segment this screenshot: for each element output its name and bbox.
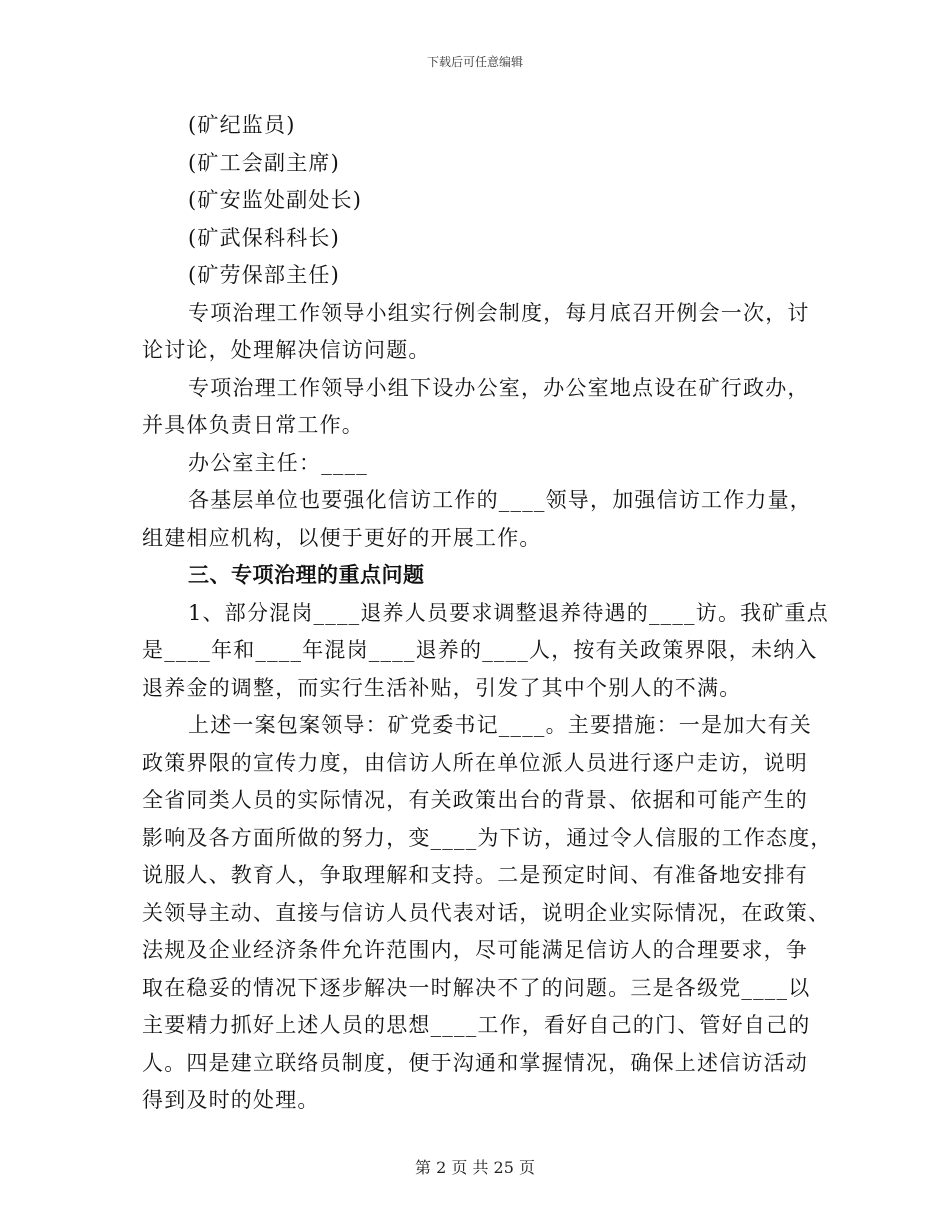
paragraph-line: 组建相应机构，以便于更好的开展工作。	[142, 525, 542, 550]
paragraph-line: 人。四是建立联络员制度，便于沟通和掌握情况，确保上述信访活动	[142, 1050, 808, 1075]
paragraph-line: (矿安监处副处长)	[188, 188, 363, 212]
paragraph-line: 各基层单位也要强化信访工作的____领导，加强信访工作力量，	[188, 488, 812, 512]
paragraph-line: 并具体负责日常工作。	[142, 413, 364, 437]
paragraph-line: (矿纪监员)	[188, 113, 296, 137]
paragraph-line: 办公室主任：____	[188, 450, 368, 475]
page-header: 下载后可任意编辑	[426, 55, 523, 69]
document-body	[142, 107, 833, 1120]
paragraph-line: 关领导主动、直接与信访人员代表对话，说明企业实际情况，在政策、	[142, 900, 831, 925]
paragraph-line: 是____年和____年混岗____退养的____人，按有关政策界限，未纳入	[142, 638, 818, 662]
paragraph-line: 1、部分混岗____退养人员要求调整退养待遇的____访。我矿重点	[188, 600, 829, 625]
paragraph-line: 全省同类人员的实际情况，有关政策出台的背景、依据和可能产生的	[142, 788, 808, 812]
paragraph-line: (矿工会副主席)	[188, 150, 340, 175]
paragraph-line: 专项治理工作领导小组实行例会制度，每月底召开例会一次，讨	[188, 300, 810, 325]
paragraph-line: 法规及企业经济条件允许范围内，尽可能满足信访人的合理要求，争	[142, 938, 808, 962]
paragraph-line: (矿劳保部主任)	[188, 263, 340, 287]
section-heading: 三、专项治理的重点问题	[188, 563, 425, 587]
paragraph-line: 主要精力抓好上述人员的思想____工作，看好自己的门、管好自己的	[142, 1013, 811, 1037]
paragraph-line: 专项治理工作领导小组下设办公室，办公室地点设在矿行政办，	[188, 375, 810, 400]
paragraph-line: 论讨论，处理解决信访问题。	[142, 338, 431, 362]
paragraph-line: 政策界限的宣传力度，由信访人所在单位派人员进行逐户走访，说明	[142, 750, 808, 775]
paragraph-line: 得到及时的处理。	[142, 1088, 320, 1112]
paragraph-line: 退养金的调整，而实行生活补贴，引发了其中个别人的不满。	[142, 675, 742, 700]
page-footer: 第 2 页 共 25 页	[415, 1158, 535, 1177]
paragraph-line: 上述一案包案领导：矿党委书记____。主要措施：一是加大有关	[188, 713, 812, 737]
paragraph-line: 取在稳妥的情况下逐步解决一时解决不了的问题。三是各级党____以	[142, 975, 811, 1000]
paragraph-line: (矿武保科科长)	[188, 225, 340, 250]
paragraph-line: 说服人、教育人，争取理解和支持。二是预定时间、有准备地安排有	[142, 863, 808, 887]
paragraph-line: 影响及各方面所做的努力，变____为下访，通过令人信服的工作态度，	[142, 825, 833, 850]
